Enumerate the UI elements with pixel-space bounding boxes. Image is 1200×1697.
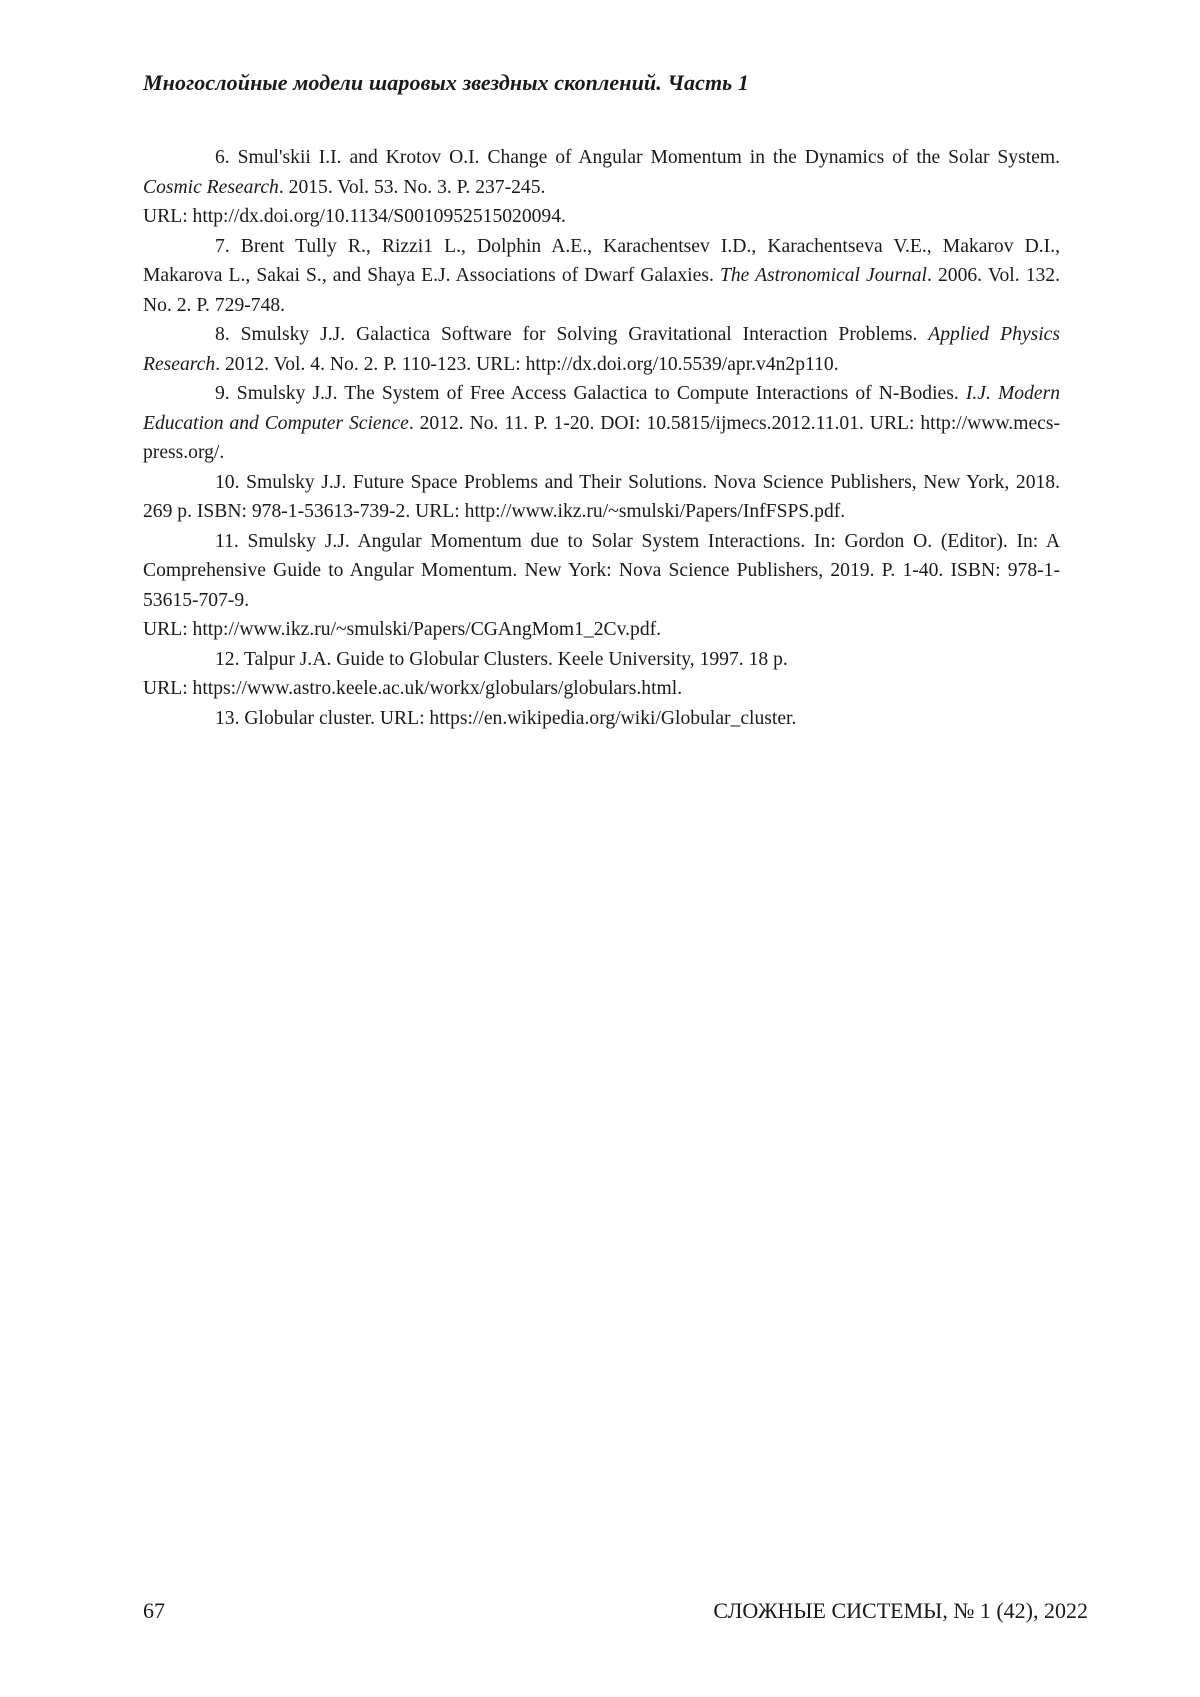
reference-item-10 [143,468,1060,527]
reference-item-12 [143,645,1060,704]
reference-text: Globular cluster. URL: https://en.wikipedia.org/wiki/Globular_cluster. [244,708,796,729]
reference-details: . 2006. Vol. 132. No. 2. P. 729-748. [143,265,1060,316]
reference-details: . 2015. Vol. 53. No. 3. P. 237-245. [279,177,546,198]
reference-item-6 [143,143,1060,232]
reference-text: Smul'skii I.I. and Krotov O.I. Change of Angular Momentum in the Dynamics of the Solar System. [238,147,1060,168]
reference-journal-title: Applied Physics Research [143,324,1060,375]
reference-text: Smulsky J.J. Future Space Problems and Their Solutions. Nova Science Publishers, New York, 2018. 269 p. ISBN: 978-1-53613-739-2. URL: http://www.ikz.ru/~smulski/Papers/InfFSPS.pdf. [143,472,1060,523]
reference-item-11 [143,527,1060,645]
reference-text: Smulsky J.J. Angular Momentum due to Solar System Interactions. In: Gordon O. (Editor). In: A Comprehensive Guide to Angular Momentum. New York: Nova Science Publishers, 2019. P. 1-40. ISBN: 978-1-53615-707-9. [143,531,1060,611]
reference-details: . 2012. Vol. 4. No. 2. P. 110-123. URL: http://dx.doi.org/10.5539/apr.v4n2p110. [215,354,838,375]
reference-number: 6. [215,147,238,168]
reference-number: 8. [215,324,241,345]
reference-item-8 [143,320,1060,379]
reference-list [143,143,1060,733]
reference-text: Smulsky J.J. Galactica Software for Solving Gravitational Interaction Problems. [241,324,929,345]
reference-url-line[interactable]: URL: http://www.ikz.ru/~smulski/Papers/CGAngMom1_2Cv.pdf. [143,615,1060,645]
reference-number: 11. [215,531,247,552]
reference-number: 7. [215,236,241,257]
reference-journal-title: The Astronomical Journal [720,265,927,286]
reference-journal-title: I.J. Modern Education and Computer Science [143,383,1060,434]
reference-text: Talpur J.A. Guide to Globular Clusters. Keele University, 1997. 18 p. [244,649,788,670]
reference-item-9 [143,379,1060,468]
reference-url-line[interactable]: URL: http://dx.doi.org/10.1134/S0010952515020094. [143,202,1060,232]
reference-text: Smulsky J.J. The System of Free Access Galactica to Compute Interactions of N-Bodies. [237,383,966,404]
reference-number: 12. [215,649,244,670]
running-header-title: Многослойные модели шаровых звездных скоплений. Часть 1 [143,70,749,96]
reference-url-line[interactable]: URL: https://www.astro.keele.ac.uk/workx/globulars/globulars.html. [143,674,1060,704]
reference-item-13 [143,704,1060,734]
reference-text: Brent Tully R., Rizzi1 L., Dolphin A.E., Karachentsev I.D., Karachentseva V.E., Makarov D.I., Makarova L., Sakai S., and Shaya E.J. Associations of Dwarf Galaxies. [143,236,1060,287]
page-number: 67 [143,1598,165,1624]
reference-journal-title: Cosmic Research [143,177,279,198]
reference-details: . 2012. No. 11. P. 1-20. DOI: 10.5815/ijmecs.2012.11.01. URL: http://www.mecs-press.org/. [143,413,1060,464]
reference-number: 9. [215,383,237,404]
reference-number: 10. [215,472,246,493]
reference-number: 13. [215,708,244,729]
journal-footer: СЛОЖНЫЕ СИСТЕМЫ, № 1 (42), 2022 [713,1598,1088,1624]
reference-item-7 [143,232,1060,321]
